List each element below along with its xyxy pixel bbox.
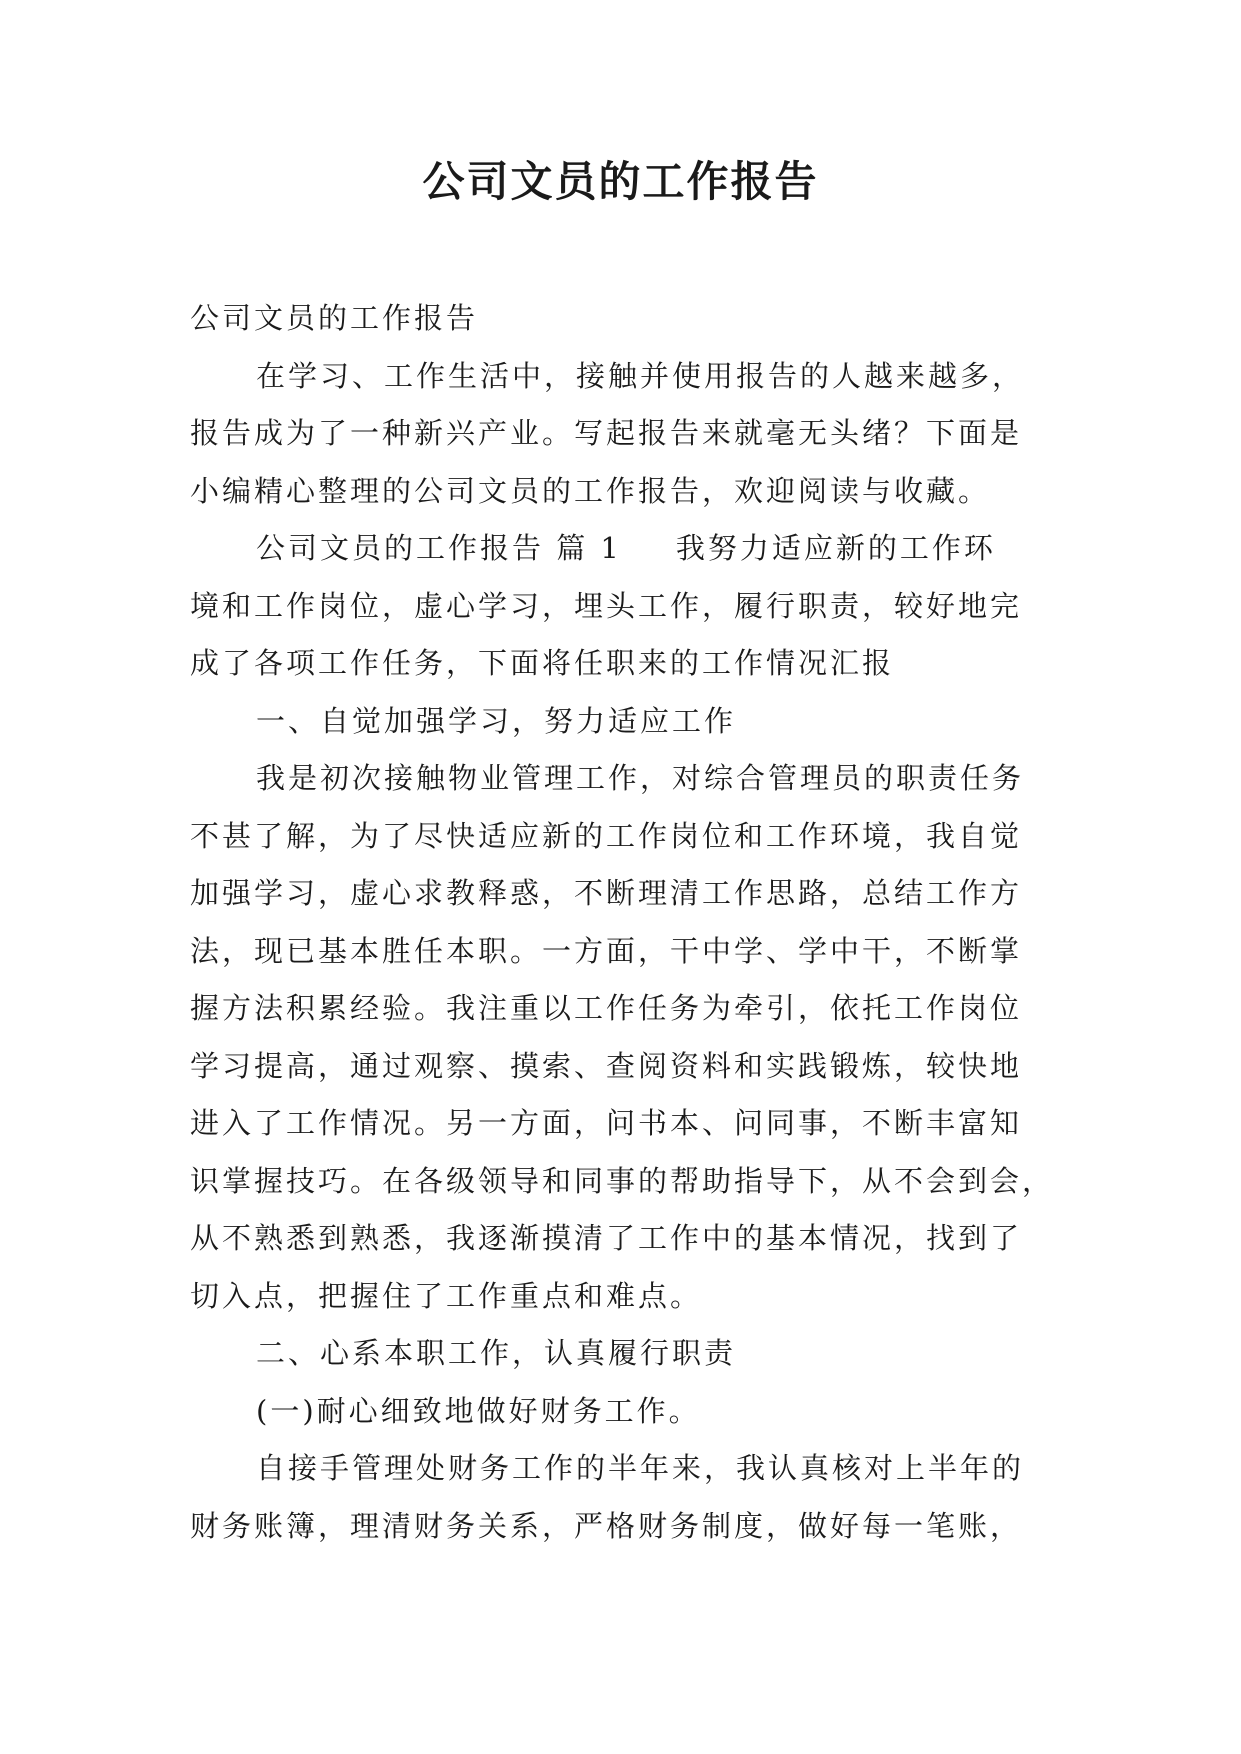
line-text: 公司文员的工作报告: [190, 301, 479, 335]
text-line: [190, 348, 1070, 406]
section-heading: [190, 693, 1070, 751]
text-line: [190, 1498, 1070, 1556]
line-text-tail: 我努力适应新的工作环: [675, 531, 996, 565]
text-line: [190, 520, 1070, 578]
line-text: 自接手管理处财务工作的半年来，我认真核对上半年的: [256, 1451, 1025, 1485]
line-text: 公司文员的工作报告 篇 1: [256, 531, 622, 565]
text-line: [190, 750, 1070, 808]
line-text: 进入了工作情况。另一方面，问书本、问同事，不断丰富知: [190, 1106, 1023, 1140]
text-line: [190, 865, 1070, 923]
line-text: 从不熟悉到熟悉，我逐渐摸清了工作中的基本情况，找到了: [190, 1221, 1023, 1255]
document-title: 公司文员的工作报告: [422, 157, 819, 206]
line-text: 识掌握技巧。在各级领导和同事的帮助指导下，从不会到会，: [190, 1163, 1055, 1198]
line-text: 学习提高，通过观察、摸索、查阅资料和实践锻炼，较快地: [190, 1048, 1023, 1083]
text-line: [190, 578, 1070, 636]
text-line: [190, 290, 1070, 348]
text-line: [190, 808, 1070, 866]
text-line: [190, 1095, 1070, 1153]
line-text: 一、自觉加强学习，努力适应工作: [256, 703, 737, 738]
subsection-heading: [190, 1383, 1070, 1441]
line-text: 我是初次接触物业管理工作，对综合管理员的职责任务: [256, 761, 1025, 795]
text-line: [190, 1210, 1070, 1268]
line-text: 财务账簿，理清财务关系，严格财务制度，做好每一笔账，: [190, 1508, 1023, 1543]
line-text: 小编精心整理的公司文员的工作报告，欢迎阅读与收藏。: [190, 473, 991, 508]
text-line: [190, 923, 1070, 981]
text-line: [190, 980, 1070, 1038]
document-body: [190, 290, 1070, 1555]
line-text: 报告成为了一种新兴产业。写起报告来就毫无头绪？下面是: [190, 416, 1023, 450]
text-line: [190, 1440, 1070, 1498]
text-line: [190, 1268, 1070, 1326]
line-text: (一)耐心细致地做好财务工作。: [256, 1393, 701, 1428]
line-text: 加强学习，虚心求教释惑，不断理清工作思路，总结工作方: [190, 876, 1023, 910]
text-line: [190, 1038, 1070, 1096]
text-line: [190, 463, 1070, 521]
line-text: 境和工作岗位，虚心学习，埋头工作，履行职责，较好地完: [190, 588, 1023, 623]
line-text: 成了各项工作任务，下面将任职来的工作情况汇报: [190, 646, 895, 680]
line-text: 法，现已基本胜任本职。一方面，干中学、学中干，不断掌: [190, 933, 1023, 968]
line-text: 不甚了解，为了尽快适应新的工作岗位和工作环境，我自觉: [190, 818, 1023, 853]
line-text: 切入点，把握住了工作重点和难点。: [190, 1278, 703, 1313]
line-text: 二、心系本职工作，认真履行职责: [256, 1336, 737, 1370]
text-line: [190, 405, 1070, 463]
line-text: 在学习、工作生活中，接触并使用报告的人越来越多，: [256, 358, 1025, 393]
text-line: [190, 635, 1070, 693]
section-heading: [190, 1325, 1070, 1383]
text-line: [190, 1153, 1070, 1211]
line-text: 握方法积累经验。我注重以工作任务为牵引，依托工作岗位: [190, 991, 1023, 1025]
